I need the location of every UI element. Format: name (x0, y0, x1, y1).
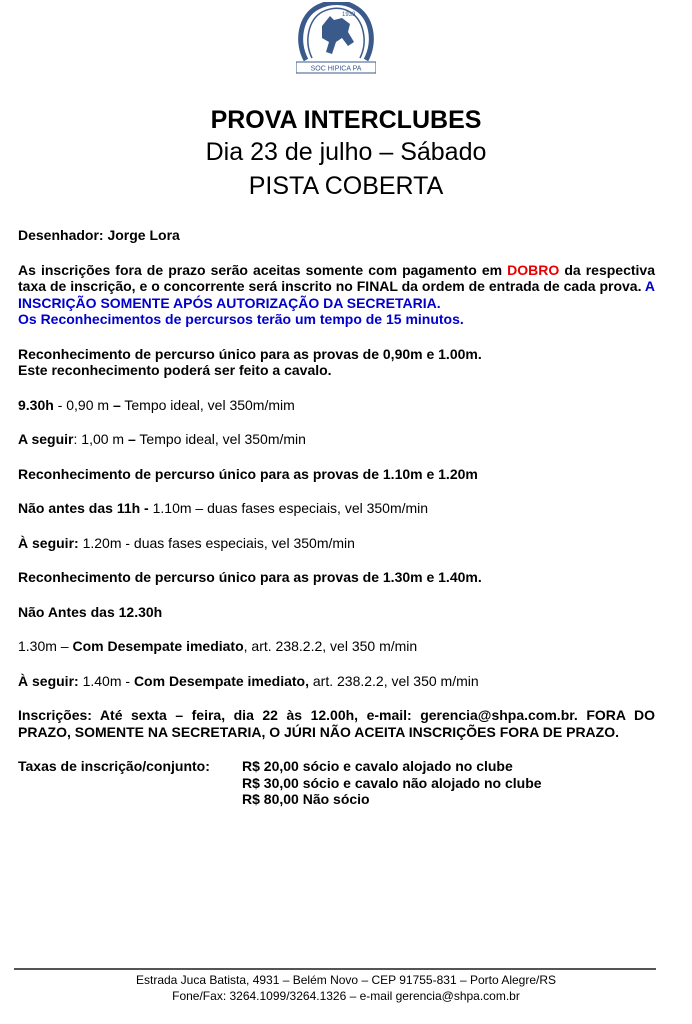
recon-2: Reconhecimento de percurso único para as provas de 1.10m e 1.20m (18, 465, 478, 482)
event-venue: PISTA COBERTA (248, 172, 444, 200)
event-4: À seguir: 1.20m - duas fases especiais, vel 350m/min (18, 534, 355, 551)
footer-contact: Fone/Fax: 3264.1099/3264.1326 – e-mail gerencia@shpa.com.br (172, 989, 520, 1003)
registration-info: Inscrições: Até sexta – feira, dia 22 às 12.00h, e-mail: gerencia@shpa.com.br. FORA DO PRAZO, SOMENTE NA SECRETARIA, O JÚRI NÃO ACEITA INSCRIÇÕES FORA DE PRAZO. (18, 707, 655, 740)
event-6: À seguir: 1.40m - Com Desempate imediato, art. 238.2.2, vel 350 m/min (18, 672, 479, 689)
dobro-highlight: DOBRO (507, 261, 560, 278)
fee-item: R$ 30,00 sócio e cavalo não alojado no clube (242, 774, 542, 791)
recon-time-note: Os Reconhecimentos de percursos terão um tempo de 15 minutos. (18, 311, 464, 327)
footer-divider (14, 968, 656, 970)
event-1: 9.30h - 0,90 m – Tempo ideal, vel 350m/mim (18, 396, 295, 413)
fee-item: R$ 80,00 Não sócio (242, 791, 370, 807)
horse-icon (322, 16, 354, 54)
fee-item: R$ 20,00 sócio e cavalo alojado no clube (242, 758, 513, 774)
club-logo (296, 2, 376, 74)
designer-line: Desenhador: Jorge Lora (18, 227, 180, 243)
authorization-note: A INSCRIÇÃO SOMENTE APÓS AUTORIZAÇÃO DA SECRETARIA. (18, 278, 655, 311)
late-registration-paragraph: As inscrições fora de prazo serão aceitas somente com pagamento em DOBRO da respectiva taxa de inscrição, e o concorrente será inscrito no FINAL da ordem de entrada de cada prova. A INSCRIÇÃO SOMENTE APÓS AUTORIZAÇÃO DA SECRETARIA. (18, 261, 655, 311)
fees-table (18, 758, 655, 808)
event-2: A seguir: 1,00 m – Tempo ideal, vel 350m/min (18, 431, 306, 447)
recon-1-line-2: Este reconhecimento poderá ser feito a cavalo. (18, 362, 332, 378)
recon-3: Reconhecimento de percurso único para as provas de 1.30m e 1.40m. (18, 569, 482, 585)
event-5: 1.30m – Com Desempate imediato, art. 238.2.2, vel 350 m/min (18, 638, 418, 654)
svg-text:1939: 1939 (342, 12, 356, 18)
footer (0, 972, 692, 1004)
title-block (0, 104, 692, 203)
event-title: PROVA INTERCLUBES (210, 106, 482, 134)
event-3: Não antes das 11h - 1.10m – duas fases especiais, vel 350m/min (18, 500, 429, 516)
footer-address: Estrada Juca Batista, 4931 – Belém Novo – CEP 91755-831 – Porto Alegre/RS (135, 973, 557, 987)
fees-label: Taxas de inscrição/conjunto: (18, 758, 210, 774)
event-5-time: Não Antes das 12.30h (18, 603, 163, 620)
document-body (18, 227, 655, 808)
recon-1-line-1: Reconhecimento de percurso único para as provas de 0,90m e 1.00m. (18, 345, 482, 362)
event-date: Dia 23 de julho – Sábado (205, 138, 487, 166)
svg-text:SOC HIPICA PA: SOC HIPICA PA (310, 65, 362, 73)
